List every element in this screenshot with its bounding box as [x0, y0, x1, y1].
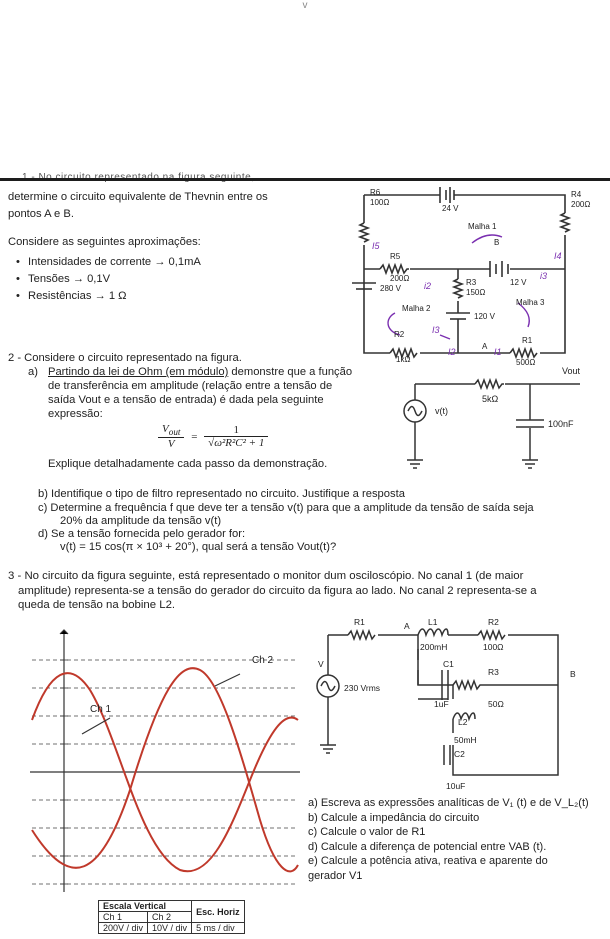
formula-rhs-num: 1 — [204, 424, 268, 437]
source-v-value: 230 Vrms — [344, 683, 381, 693]
r3-value: 50Ω — [488, 699, 504, 709]
ch1-waveform — [32, 668, 298, 871]
oscilloscope-screen — [30, 630, 300, 895]
q1-line2: pontos A e B. — [8, 208, 74, 220]
q3-circuit-diagram — [318, 615, 603, 800]
q3-item: b) Calcule a impedância do circuito — [308, 811, 480, 824]
node-b-label: B — [570, 669, 576, 679]
c2-label: C2 — [454, 749, 465, 759]
horizontal-scale-header: Esc. Horiz — [192, 901, 245, 923]
c1-value: 1uF — [434, 699, 449, 709]
ch1-scale-value: 200V / div — [99, 923, 148, 934]
c2-value: 10uF — [446, 781, 466, 791]
c1-label: C1 — [443, 659, 454, 669]
q2-c2: 20% da amplitude da tensão v(t) — [60, 515, 222, 527]
q2-intro: 2 - Considere o circuito representado na figura. — [8, 352, 242, 364]
hw-i5: I5 — [372, 241, 380, 251]
q2-d1: d) Se a tensão fornecida pelo gerador for: — [38, 528, 246, 540]
q3-item: c) Calcule o valor de R1 — [308, 826, 426, 838]
source-v-label: V — [318, 659, 324, 669]
q3-item: gerador V1 — [308, 869, 363, 882]
hw-i2: I2 — [448, 347, 456, 357]
q2-a-line2: de transferência em amplitude (relação entre a tensão de — [48, 380, 333, 392]
q2-circuit-diagram — [380, 360, 600, 470]
q2-c1: c) Determine a frequência f que deve ter a tensão v(t) para que a amplitude da tensão de saída seja — [38, 502, 534, 514]
r1-label: R1 — [522, 336, 533, 345]
ch1-label: Ch 1 — [90, 704, 112, 715]
malha2-label: Malha 2 — [402, 304, 431, 313]
formula-lhs — [158, 423, 184, 450]
r3-label: R3 — [488, 667, 499, 677]
q2-b: b) Identifique o tipo de filtro representado no circuito. Justifique a resposta — [38, 488, 405, 500]
approx-item: • Intensidades de corrente → 0,1mA — [28, 256, 201, 269]
r4-label: R4 — [571, 190, 582, 199]
vout-label: Vout — [562, 366, 581, 376]
r2-value: 100Ω — [483, 642, 504, 652]
r1-label: R1 — [354, 617, 365, 627]
vt-label: v(t) — [435, 406, 448, 416]
q2-a-line1 — [48, 366, 352, 379]
hw-i3: i3 — [540, 271, 548, 281]
r-value: 5kΩ — [482, 394, 499, 404]
ch2-scale-value: 10V / div — [148, 923, 192, 934]
vertical-scale-header: Escala Vertical — [99, 901, 192, 912]
q3-line1: 3 - No circuito da figura seguinte, está representado o monitor dum osciloscópio. No canal 1 (de maior — [8, 570, 524, 582]
l1-value: 200mH — [420, 642, 448, 652]
hw-i2a: i2 — [424, 281, 432, 291]
q2-a-label: a) — [28, 366, 38, 378]
page-top-fragment: v — [302, 0, 308, 11]
q1-circuit-diagram — [350, 183, 595, 367]
q1-consider: Considere as seguintes aproximações: — [8, 236, 201, 248]
hw-i4: I4 — [554, 251, 562, 261]
q3-item: d) Calcule a diferença de potencial entre VAB (t). — [308, 840, 547, 853]
q2-a-rest: demonstre que a função — [228, 366, 353, 378]
horiz-scale-value: 5 ms / div — [192, 923, 245, 934]
c-value: 100nF — [548, 419, 574, 429]
q2-a-underlined: Partindo da lei de Ohm (em módulo) — [48, 366, 229, 378]
q1-line1: determine o circuito equivalente de Thevnin entre os — [8, 191, 268, 203]
v120-label: 120 V — [474, 312, 495, 321]
q3-line3: queda de tensão na bobine L2. — [18, 599, 176, 611]
l2-value: 50mH — [454, 735, 477, 745]
formula-rhs — [204, 424, 268, 449]
v280-label: 280 V — [380, 284, 401, 293]
node-b-label: B — [494, 238, 500, 247]
malha1-label: Malha 1 — [468, 222, 497, 231]
v24-label: 24 V — [442, 204, 459, 213]
q1-approx-list — [28, 256, 201, 303]
r2-label: R2 — [394, 330, 405, 339]
r3-label: R3 — [466, 278, 477, 287]
approx-item: • Resistências → 1 Ω — [28, 290, 201, 303]
v12-label: 12 V — [510, 278, 527, 287]
r6-label: R6 — [370, 188, 381, 197]
q3-item: a) Escreva as expressões analíticas de V₁ (t) e de V_L₂(t) — [308, 797, 589, 809]
q3-items — [308, 796, 606, 883]
q2-d2: v(t) = 15 cos(π × 10³ + 20°), qual será a tensão Vout(t)? — [60, 541, 337, 553]
ch1-scale-label: Ch 1 — [99, 912, 148, 923]
hw-i1: I1 — [494, 347, 502, 357]
formula-lhs-num: $V_{out}$ — [158, 423, 184, 438]
l2-label: L2 — [458, 717, 468, 727]
r4-value: 200Ω — [571, 200, 591, 209]
r1-value: 500Ω — [516, 358, 536, 367]
q3-item: e) Calcule a potência ativa, reativa e aparente do — [308, 855, 548, 867]
l1-label: L1 — [428, 617, 438, 627]
formula-rhs-den: √ω²R²C² + 1 — [208, 437, 265, 450]
formula-lhs-den: V — [167, 438, 175, 451]
q2-explain: Explique detalhadamente cada passo da demonstração. — [48, 458, 328, 470]
node-a-label: A — [404, 621, 410, 631]
r2-label: R2 — [488, 617, 499, 627]
ch2-scale-label: Ch 2 — [148, 912, 192, 923]
q3-line2: amplitude) representa-se a tensão do gerador do circuito da figura ao lado. No canal 2 representa-se a — [18, 585, 537, 597]
r5-label: R5 — [390, 252, 401, 261]
top-divider — [0, 178, 610, 181]
malha3-label: Malha 3 — [516, 298, 545, 307]
scope-scale-table — [98, 900, 245, 934]
q2-a-line4: expressão: — [48, 408, 103, 420]
approx-item: • Tensões → 0,1V — [28, 273, 201, 286]
r2-value: 1kΩ — [396, 355, 411, 364]
ch2-label: Ch 2 — [252, 655, 274, 666]
q2-a-line3: saída Vout e a tensão de entrada) é dada pela seguinte — [48, 394, 324, 406]
transfer-function-formula: $\frac{V_{out}}{V}$ = $\frac{1}{\text{√ω²R²C² + 1}}$ — [158, 423, 268, 450]
r6-value: 100Ω — [370, 198, 390, 207]
node-a-label: A — [482, 342, 488, 351]
r3-value: 150Ω — [466, 288, 486, 297]
r5-value: 200Ω — [390, 274, 410, 283]
hw-i3b: I3 — [432, 325, 440, 335]
